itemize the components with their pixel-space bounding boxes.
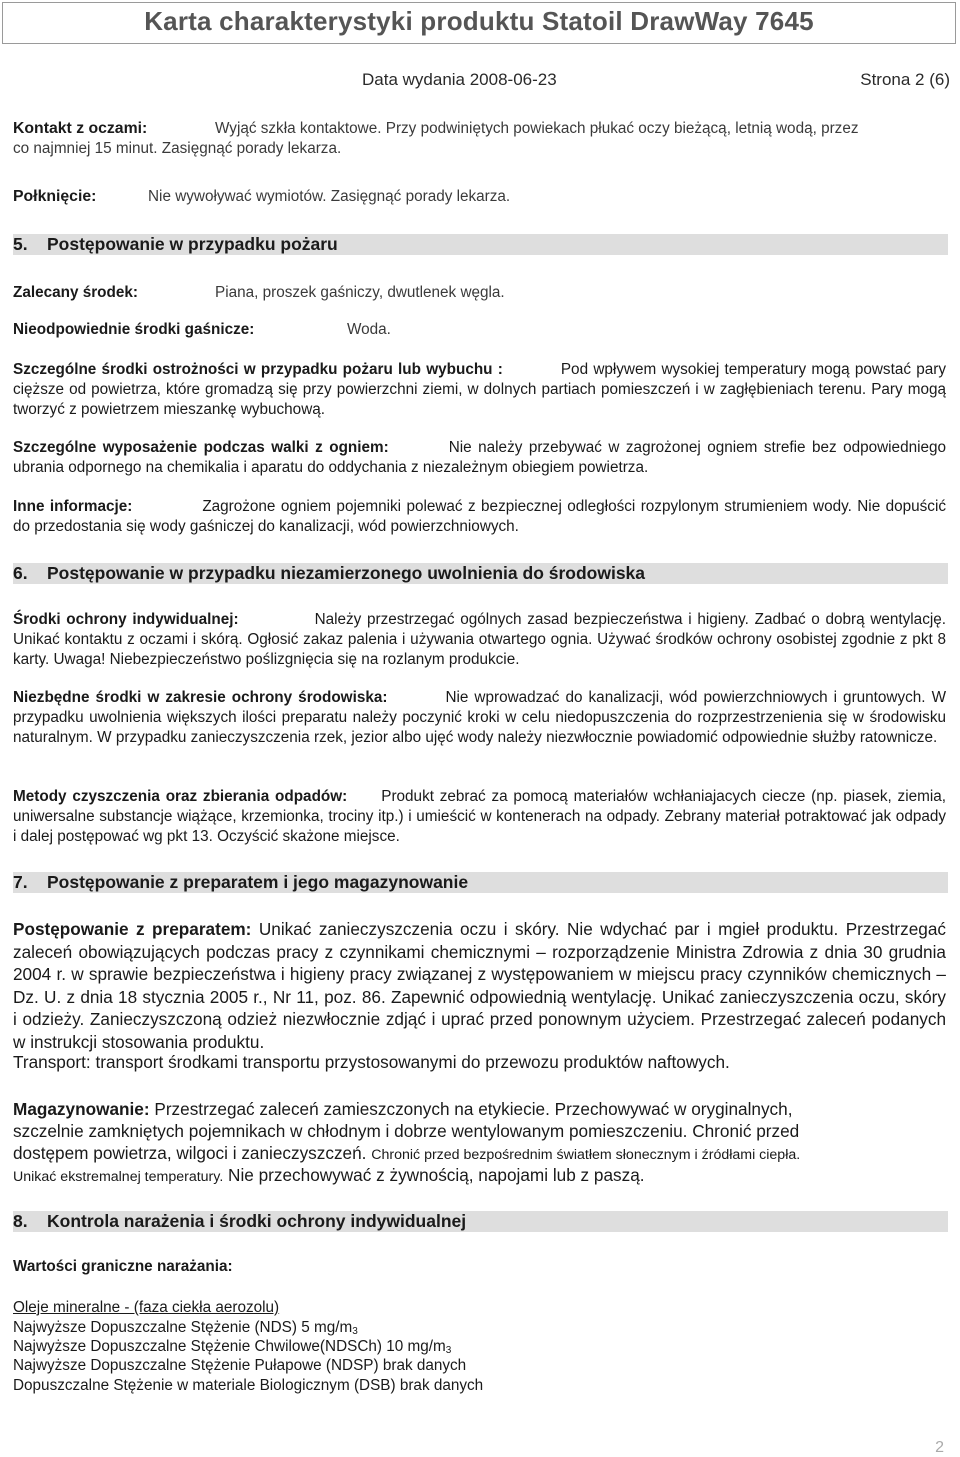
page-indicator: Strona 2 (6): [860, 70, 950, 89]
handling-label: Postępowanie z preparatem:: [13, 919, 252, 939]
cleanup-methods-text: Produkt zebrać za pomocą materiałów wchłaniajacych ciecze (np. piasek, ziemia, uniwersalne substancje wiążące, krzemionka, trociny itp.) i umieścić w kontenerach na odpady. Zebrany materiał potraktować jak odpady i dalej postępować wg pkt 13. Oczyścić skażone miejsce.: [13, 788, 946, 845]
storage-text-4b: Nie przechowywać z żywnością, napojami lub z paszą.: [228, 1165, 645, 1185]
issue-date: Data wydania 2008-06-23: [362, 70, 557, 89]
storage-label: Magazynowanie:: [13, 1099, 150, 1119]
section-8-number: 8.: [13, 1211, 28, 1231]
section-6-number: 6.: [13, 563, 28, 583]
document-title-box: [2, 2, 956, 44]
cleanup-methods-label: Metody czyszczenia oraz zbierania odpadów:: [13, 788, 348, 805]
storage-text-3: dostępem powietrza, wilgoci i zanieczyszczeń.: [13, 1143, 367, 1163]
storage-line-3: [13, 1142, 800, 1167]
personal-protection-paragraph: [13, 610, 946, 670]
swallowing-text: Nie wywoływać wymiotów. Zasięgnąć porady lekarza.: [148, 188, 511, 205]
transport-text: Transport: transport środkami transportu przystosowanymi do przewozu produktów naftowych.: [13, 1052, 730, 1072]
section-6-header: [13, 563, 948, 584]
cleanup-methods-paragraph: [13, 787, 946, 847]
nds-unit-sub: 3: [352, 1326, 358, 1337]
storage-text-1: Przestrzegać zaleceń zamieszczonych na etykiecie. Przechowywać w oryginalnych,: [154, 1099, 793, 1119]
storage-line-4: [13, 1164, 645, 1189]
ndsch-text: Najwyższe Dopuszczalne Stężenie Chwilowe(NDSCh) 10 mg/m: [13, 1338, 446, 1355]
handling-text: Unikać zanieczyszczenia oczu i skóry. Nie wdychać par i mgieł produktu. Przestrzegać zaleceń obowiązujących podczas pracy z czynnikami chemicznymi – rozporządzenie Ministra Zdrowia z dnia 30 grudnia 2004 r. w sprawie bezpieczeństwa i higieny pracy związanej z występowaniem w miejscu pracy czynników chemicznych – Dz. U. z dnia 18 stycznia 2005 r., Nr 11, poz. 86. Zapewnić odpowiednią wentylację. Unikać zanieczyszczenia oczu, skóry i odzieży. Zanieczyszczoną odzież niezwłocznie zdjąć i uprać przed ponownym użyciem. Przestrzegać zaleceń podanych w instrukcji stosowania produktu.: [13, 919, 947, 1052]
unsuitable-agents-label: Nieodpowiednie środki gaśnicze:: [13, 321, 255, 338]
section-5-number: 5.: [13, 234, 28, 254]
exposure-limits-label: Wartości graniczne narażania:: [13, 1258, 233, 1275]
document-title: Karta charakterystyki produktu Statoil DrawWay 7645: [144, 6, 814, 36]
eye-contact-label: Kontakt z oczami:: [13, 120, 148, 137]
storage-text-4a: Unikać ekstremalnej temperatury.: [13, 1169, 224, 1185]
personal-protection-label: Środki ochrony indywidualnej:: [13, 611, 239, 628]
storage-line-1: [13, 1098, 792, 1121]
section-7-title: Postępowanie z preparatem i jego magazynowanie: [47, 872, 469, 892]
firefighting-equipment-text: Nie należy przebywać w zagrożonej ogniem strefie bez odpowiedniego ubrania odpornego na chemikalia i aparatu do oddychania z niezależnym obiegiem powietrza.: [13, 439, 947, 476]
firefighting-equipment-label: Szczególne wyposażenie podczas walki z ogniem:: [13, 439, 389, 456]
environment-protection-text: Nie wprowadzać do kanalizacji, wód powierzchniowych i gruntowych. W przypadku uwolnienia większych ilości preparatu należy poczynić kroki w celu niedopuszczenia do rozprzestrzenienia się w środowisku naturalnym. W przypadku zanieczyszczenia rzek, jezior albo ujęć wody należy niezwłocznie powiadomić odpowiednie służby ratownicze.: [13, 689, 947, 746]
ndsch-unit-sub: 3: [445, 1345, 452, 1356]
storage-text-3b: Chronić przed bezpośrednim światłem słonecznym i źródłami ciepła.: [371, 1147, 801, 1163]
section-5-title: Postępowanie w przypadku pożaru: [47, 234, 338, 254]
eye-contact-text: Wyjąć szkła kontaktowe. Przy podwiniętych powiekach płukać oczy bieżącą, letnią wodą, przez: [215, 120, 859, 137]
unsuitable-agents-text: Woda.: [347, 321, 391, 338]
section-7-header: [13, 872, 948, 893]
eye-contact-text-cont: co najmniej 15 minut. Zasięgnąć porady lekarza.: [13, 140, 342, 157]
special-precautions-label: Szczególne środki ostrożności w przypadku pożaru lub wybuchu :: [13, 361, 503, 378]
environment-protection-label: Niezbędne środki w zakresie ochrony środowiska:: [13, 689, 388, 706]
special-precautions-text: Pod wpływem wysokiej temperatury mogą powstać pary cięższe od powietrza, które gromadzą się przy powierzchni ziemi, w dolnych partiach pomieszczeń i w zagłębieniach terenu. Pary mogą tworzyć z powietrzem mieszankę wybuchową.: [13, 361, 946, 418]
environment-protection-paragraph: [13, 688, 946, 748]
special-precautions-paragraph: [13, 360, 946, 420]
recommended-agent-label: Zalecany środek:: [13, 284, 138, 301]
other-info-paragraph: [13, 497, 946, 537]
personal-protection-text: Należy przestrzegać ogólnych zasad bezpieczeństwa i higieny. Zadbać o dobrą wentylację. Unikać kontaktu z oczami i skórą. Ogłosić zakaz palenia i używania otwartego ognia. Używać środków ochrony osobistej zgodnie z pkt 8 karty. Uwaga! Niebezpieczeństwo poślizgnięcia się na rozlanym produkcie.: [13, 611, 946, 668]
storage-text-2: szczelnie zamkniętych pojemnikach w chłodnym i dobrze wentylowanym pomieszczeniu. Chronić przed: [13, 1121, 800, 1141]
nds-text: Najwyższe Dopuszczalne Stężenie (NDS) 5 mg/m: [13, 1319, 353, 1336]
section-5-header: [13, 234, 948, 255]
other-info-label: Inne informacje:: [13, 498, 133, 515]
firefighting-equipment-paragraph: [13, 438, 946, 478]
page-number: 2: [935, 1439, 944, 1456]
substance-name: Oleje mineralne - (faza ciekła aerozolu): [13, 1299, 280, 1316]
section-6-title: Postępowanie w przypadku niezamierzonego uwolnienia do środowiska: [47, 563, 646, 583]
dsb-line: Dopuszczalne Stężenie w materiale Biologicznym (DSB) brak danych: [13, 1377, 484, 1394]
section-8-title: Kontrola narażenia i środki ochrony indywidualnej: [47, 1211, 467, 1231]
swallowing-label: Połknięcie:: [13, 188, 97, 205]
recommended-agent-text: Piana, proszek gaśniczy, dwutlenek węgla.: [215, 284, 505, 301]
handling-paragraph: [13, 918, 946, 1053]
section-7-number: 7.: [13, 872, 28, 892]
ndsp-line: Najwyższe Dopuszczalne Stężenie Pułapowe (NDSP) brak danych: [13, 1357, 467, 1374]
section-8-header: [13, 1211, 948, 1232]
other-info-text: Zagrożone ogniem pojemniki polewać z bezpiecznej odległości rozpylonym strumieniem wody. Nie dopuścić do przedostania się wody gaśniczej do kanalizacji, wód powierzchniowych.: [13, 498, 946, 535]
